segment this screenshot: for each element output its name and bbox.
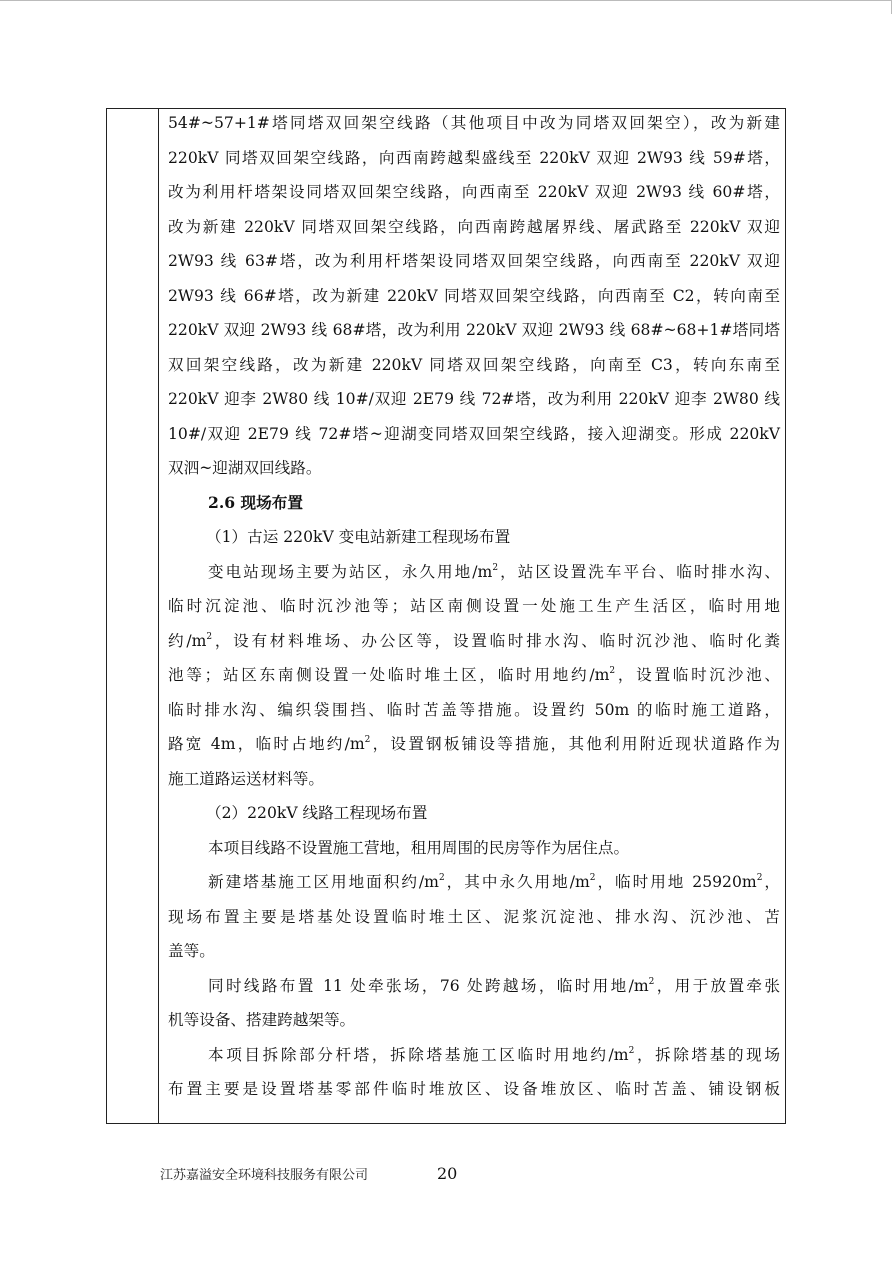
text-line: 220kV 同塔双回架空线路，向西南跨越梨盛线至 220kV 双迎 2W93 线 59#塔，: [168, 148, 780, 167]
text-line: 2W93 线 66#塔，改为新建 220kV 同塔双回架空线路，向西南至 C2，转向南至: [168, 286, 780, 305]
text-line: 机等设备、搭建跨越架等。: [168, 1011, 356, 1029]
page-top-rule: [0, 0, 892, 1]
footer-company-name: 江苏嘉溢安全环境科技服务有限公司: [160, 1168, 369, 1183]
text-line: 盖等。: [168, 942, 215, 960]
text-line: 同时线路布置 11 处牵张场，76 处跨越场，临时用地$/m^2$，用于放置牵张: [208, 976, 780, 995]
paragraph-no-camp: 本项目线路不设置施工营地，租用周围的民房等作为居住点。: [208, 838, 630, 857]
text-line: 临时沉淀池、临时沉沙池等；站区南侧设置一处施工生产生活区，临时用地: [168, 597, 780, 615]
text-line: 本项目拆除部分杆塔，拆除塔基施工区临时用地约$/m^2$，拆除塔基的现场: [208, 1045, 780, 1064]
section-heading-2-6: 2.6 现场布置: [208, 492, 303, 512]
text-line: 2W93 线 63#塔，改为利用杆塔架设同塔双回架空线路，向西南至 220kV 双迎: [168, 252, 780, 270]
text-line: 改为利用杆塔架设同塔双回架空线路，向西南至 220kV 双迎 2W93 线 60#塔，: [168, 183, 780, 201]
text-line: 改为新建 220kV 同塔双回架空线路，向西南跨越屠界线、屠武路至 220kV 双迎: [168, 217, 780, 236]
text-line: 220kV 双迎 2W93 线 68#塔，改为利用 220kV 双迎 2W93 线 68#~68+1#塔同塔: [168, 321, 780, 339]
text-line: 双泗~迎湖双回线路。: [168, 459, 322, 477]
paragraph-tower-removal: [168, 1038, 780, 1107]
paragraph-tower-foundation: [168, 865, 780, 969]
text-line: 池等；站区东南侧设置一处临时堆土区，临时用地约$/m^2$，设置临时沉沙池、: [168, 666, 780, 684]
paragraph-tensioning-sites: [168, 969, 780, 1038]
subheading-substation-layout: （1）古运 220kV 变电站新建工程现场布置: [206, 528, 511, 546]
text-line: 现场布置主要是塔基处设置临时堆土区、泥浆沉淀池、排水沟、沉沙池、苫: [168, 907, 780, 926]
text-line: 施工道路运送材料等。: [168, 769, 324, 788]
subheading-line-layout: （2）220kV 线路工程现场布置: [206, 804, 428, 822]
text-line: 路宽 4m，临时占地约$/m^2$，设置钢板铺设等措施，其他利用附近现状道路作为: [168, 735, 780, 753]
text-line: 约$/m^2$，设有材料堆场、办公区等，设置临时排水沟、临时沉沙池、临时化粪: [168, 631, 780, 650]
page-number: 20: [437, 1164, 458, 1183]
table-column-divider: [158, 108, 159, 1124]
paragraph-route-description: [168, 106, 780, 486]
text-line: 布置主要是设置塔基零部件临时堆放区、设备堆放区、临时苫盖、铺设钢板: [168, 1080, 780, 1098]
text-line: 220kV 迎李 2W80 线 10#/双迎 2E79 线 72#塔，改为利用 220kV 迎李 2W80 线: [168, 390, 780, 408]
text-line: 临时排水沟、编织袋围挡、临时苫盖等措施。设置约 50m 的临时施工道路，: [168, 700, 780, 719]
text-line: 新建塔基施工区用地面积约$/m^2$，其中永久用地$/m^2$，临时用地 $25920m^2$，: [208, 873, 780, 891]
text-line: 变电站现场主要为站区，永久用地$/m^2$，站区设置洗车平台、临时排水沟、: [208, 562, 780, 581]
document-body: [168, 106, 780, 1107]
text-line: 54#~57+1#塔同塔双回架空线路（其他项目中改为同塔双回架空），改为新建: [168, 114, 780, 132]
text-line: 10#/双迎 2E79 线 72#塔~迎湖变同塔双回架空线路，接入迎湖变。形成 220kV: [168, 424, 780, 443]
text-line: 双回架空线路，改为新建 220kV 同塔双回架空线路，向南至 C3，转向东南至: [168, 355, 780, 374]
paragraph-substation-layout: [168, 555, 780, 797]
